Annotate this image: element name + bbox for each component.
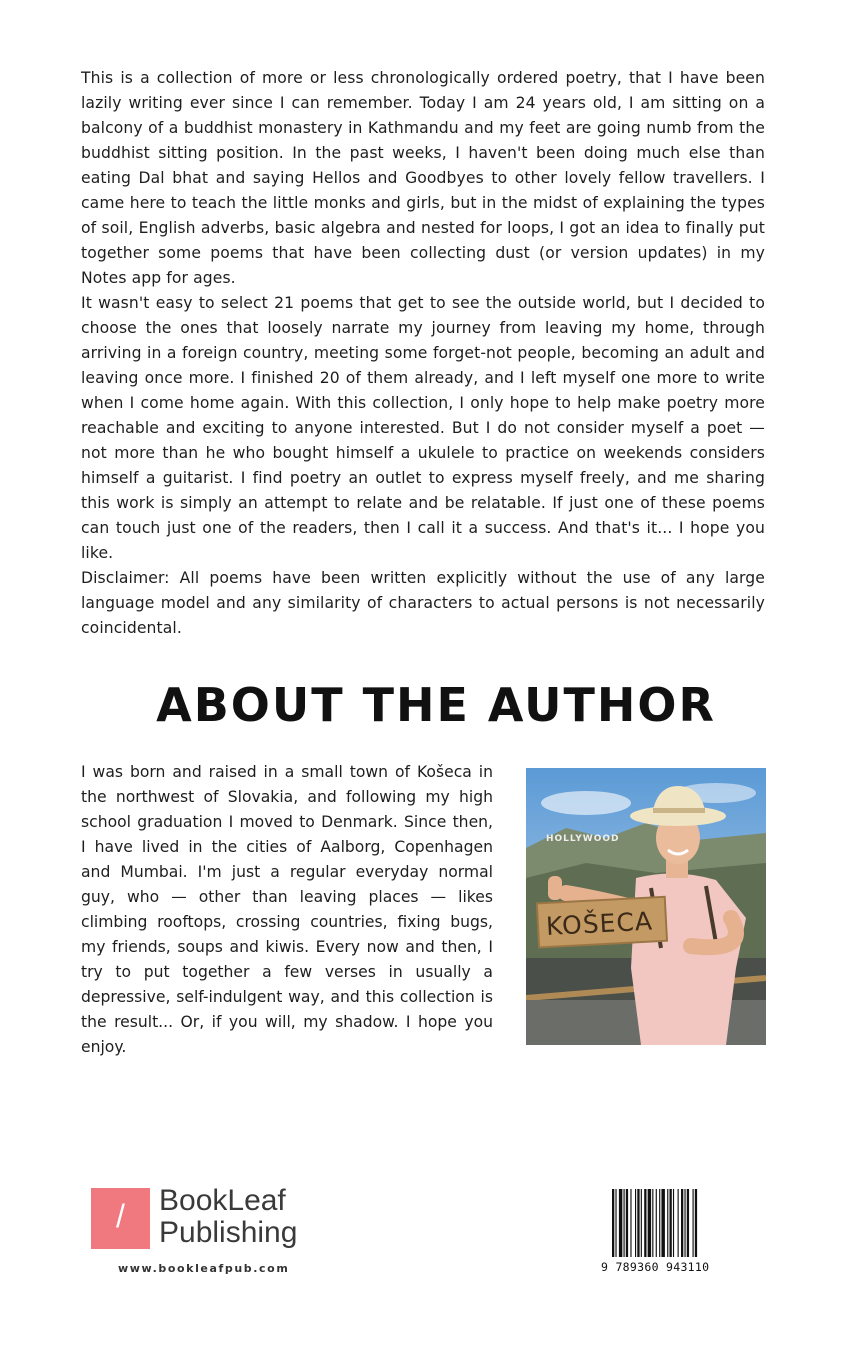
publisher-name	[159, 1185, 297, 1249]
barcode-bar	[687, 1189, 689, 1257]
logo-slash: /	[116, 1198, 125, 1234]
bookleaf-logo-mark	[91, 1188, 150, 1249]
svg-text:HOLLYWOOD: HOLLYWOOD	[546, 834, 620, 844]
barcode-bar	[652, 1189, 653, 1257]
about-author-heading: ABOUT THE AUTHOR	[156, 678, 716, 732]
barcode-bar	[667, 1189, 668, 1257]
disclaimer-paragraph: Disclaimer: All poems have been written explicitly without the use of any large language model and any similarity of characters to actual persons is not necessarily coincidental.	[81, 569, 765, 637]
isbn-number: 9 789360 943110	[601, 1260, 710, 1274]
barcode-bar	[644, 1189, 646, 1257]
barcode-bar	[670, 1189, 672, 1257]
intro-paragraph-1: This is a collection of more or less chronologically ordered poetry, that I have been lazily writing ever since I can remember. Today I am 24 years old, I am sitting on a balcony of a buddhist monastery in Kathmandu and my feet are going numb from the buddhist sitting position. In the past weeks, I haven't been doing much else than eating Dal bhat and saying Hellos and Goodbyes to other lovely fellow travellers. I came here to teach the little monks and girls, but in the midst of explaining the types of soil, English adverbs, basic algebra and nested for loops, I got an idea to finally put together some poems that have been collecting dust (or version updates) in my Notes app for ages.	[81, 69, 765, 287]
intro-text	[81, 66, 765, 641]
barcode-bar	[624, 1189, 625, 1257]
barcode-bar	[656, 1189, 657, 1257]
publisher-name-line1: BookLeaf	[159, 1184, 286, 1217]
sign-text: KOŠECA	[545, 906, 654, 942]
isbn-barcode	[612, 1189, 727, 1257]
publisher-website: www.bookleafpub.com	[118, 1262, 290, 1275]
barcode-bar	[637, 1189, 639, 1257]
barcode-bar	[615, 1189, 616, 1257]
barcode-bar	[648, 1189, 651, 1257]
barcode-bar	[693, 1189, 694, 1257]
intro-paragraph-2: It wasn't easy to select 21 poems that get to see the outside world, but I decided to choose the ones that loosely narrate my journey from leaving my home, through arriving in a foreign country, meeting some forget-not people, becoming an adult and leaving once more. I finished 20 of them already, and I left myself one more to write when I come home again. With this collection, I only hope to help make poetry more reachable and exciting to anyone interested. But I do not consider myself a poet — not more than he who bought himself a ukulele to practice on weekends considers himself a guitarist. I find poetry an outlet to express myself freely, and me sharing this work is simply an attempt to relate and be relatable. If just one of these poems can touch just one of the readers, then I call it a success. And that's it... I hope you like.	[81, 294, 765, 562]
barcode-bar	[661, 1189, 664, 1257]
barcode-bar	[678, 1189, 679, 1257]
barcode-bar	[673, 1189, 674, 1257]
barcode-bar	[619, 1189, 622, 1257]
barcode-bar	[684, 1189, 685, 1257]
publisher-name-line2: Publishing	[159, 1216, 298, 1249]
barcode-bar	[635, 1189, 636, 1257]
barcode-bar	[695, 1189, 697, 1257]
barcode-bar	[630, 1189, 631, 1257]
barcode-bar	[612, 1189, 614, 1257]
barcode-bar	[659, 1189, 660, 1257]
author-bio: I was born and raised in a small town of Košeca in the northwest of Slovakia, and following my high school graduation I moved to Denmark. Since then, I have lived in the cities of Aalborg, Copenhagen and Mumbai. I'm just a regular everyday normal guy, who — other than leaving places — likes climbing rooftops, crossing countries, fixing bugs, my friends, soups and kiwis. Every now and then, I try to put together a few verses in usually a depressive, self-indulgent way, and this collection is the result... Or, if you will, my shadow. I hope you enjoy.	[81, 763, 493, 1056]
barcode-bar	[626, 1189, 628, 1257]
barcode-bar	[681, 1189, 683, 1257]
author-photo	[526, 768, 766, 1045]
barcode-bar	[641, 1189, 642, 1257]
